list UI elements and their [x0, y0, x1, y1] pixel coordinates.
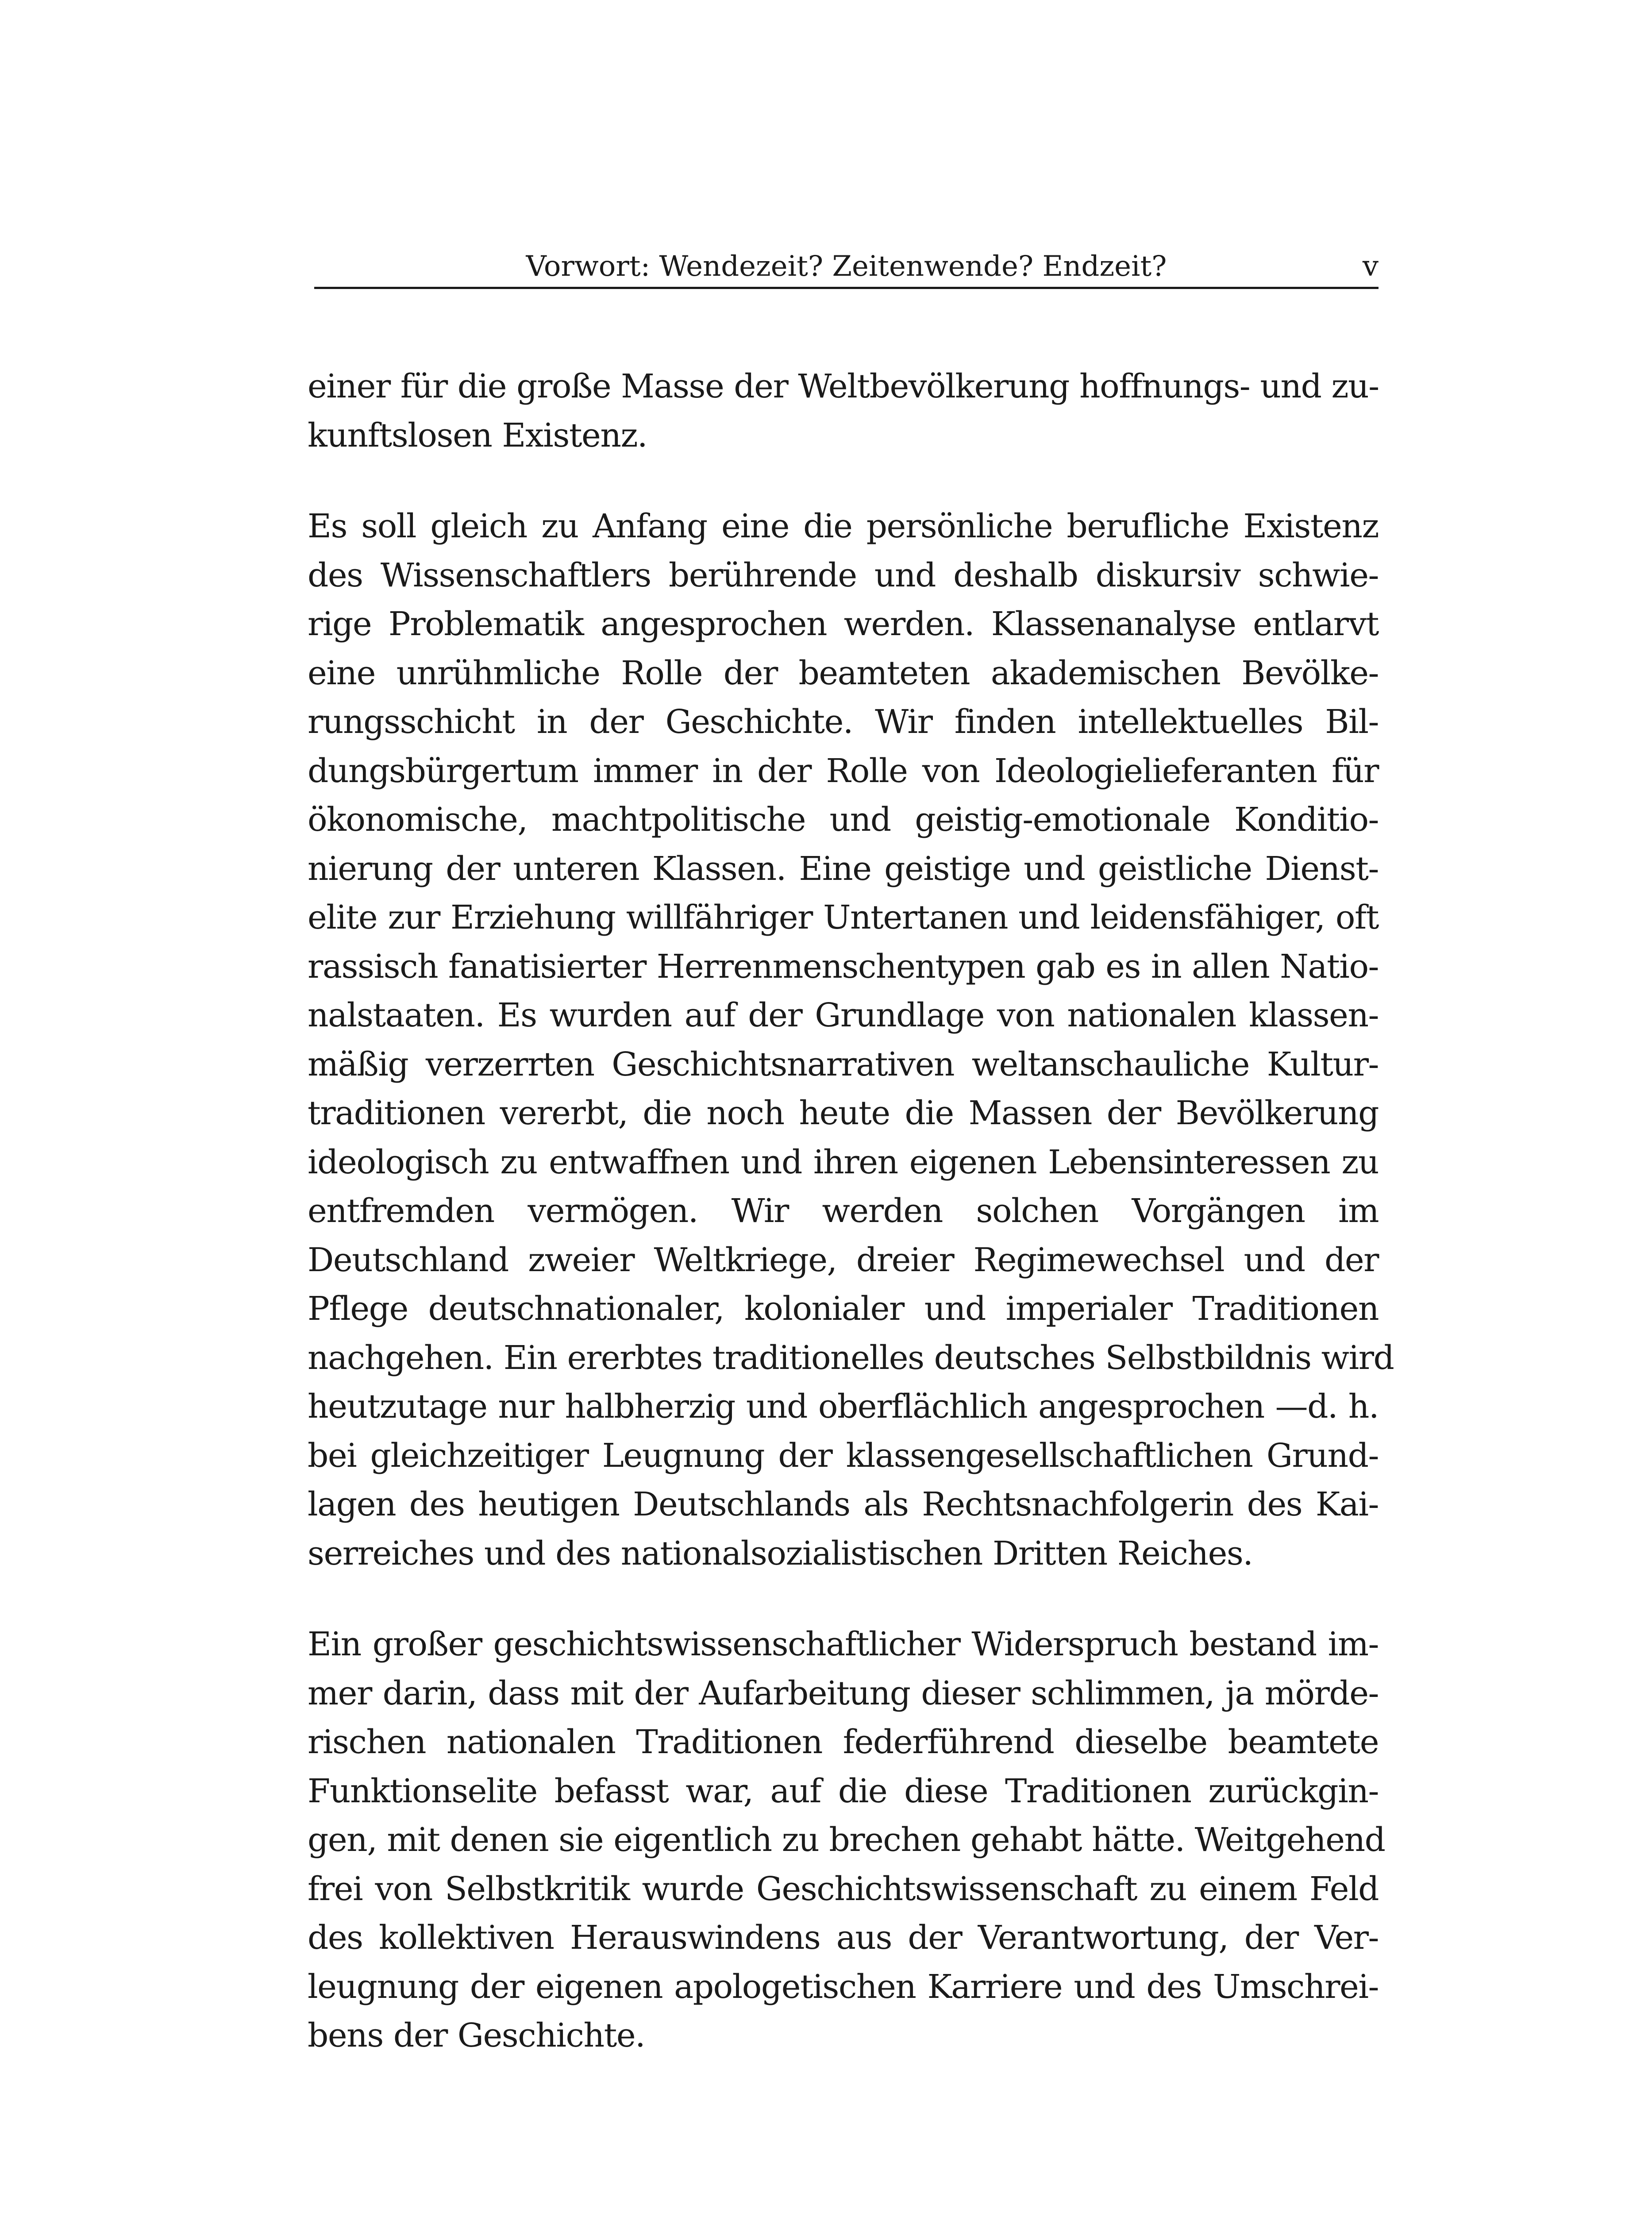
text-line: lagen des heutigen Deutschlands als Rechtsnachfolgerin des Kai- — [308, 1485, 1379, 1523]
text-line: mäßig verzerrten Geschichtsnarrativen weltanschauliche Kultur- — [308, 1045, 1379, 1083]
text-line: heutzutage nur halbherzig und oberflächlich angesprochen —d. h. — [308, 1388, 1379, 1426]
text-line: des kollektiven Herauswindens aus der Verantwortung, der Ver- — [308, 1919, 1379, 1957]
text-line: rige Problematik angesprochen werden. Klassenanalyse entlarvt — [308, 605, 1379, 643]
text-line: bens der Geschichte. — [308, 2016, 645, 2055]
text-line: nachgehen. Ein ererbtes traditionelles deutsches Selbstbildnis wird — [308, 1338, 1394, 1377]
text-line: gen, mit denen sie eigentlich zu brechen gehabt hätte. Weitgehend — [308, 1821, 1385, 1859]
text-line: mer darin, dass mit der Aufarbeitung dieser schlimmen, ja mörde- — [308, 1674, 1379, 1712]
text-line: eine unrühmliche Rolle der beamteten akademischen Bevölke- — [308, 654, 1379, 692]
text-line: einer für die große Masse der Weltbevölkerung hoffnungs- und zu- — [308, 367, 1379, 405]
paragraph-3 — [308, 1620, 1385, 2060]
text-line: frei von Selbstkritik wurde Geschichtswissenschaft zu einem Feld — [308, 1870, 1379, 1908]
text-line: ideologisch zu entwaffnen und ihren eigenen Lebensinteressen zu — [308, 1143, 1379, 1181]
text-line: kunftslosen Existenz. — [308, 416, 647, 455]
text-line: nierung der unteren Klassen. Eine geistige und geistliche Dienst- — [308, 849, 1379, 888]
text-line: rischen nationalen Traditionen federführend dieselbe beamtete — [308, 1723, 1379, 1761]
running-title: Vorwort: Wendezeit? Zeitenwende? Endzeit? — [526, 250, 1167, 283]
text-line: rassisch fanatisierter Herrenmenschentypen gab es in allen Natio- — [308, 947, 1379, 986]
paragraph-1 — [308, 362, 1379, 460]
page-number: v — [1362, 250, 1379, 283]
text-line: entfremden vermögen. Wir werden solchen Vorgängen im — [308, 1192, 1379, 1230]
text-line: bei gleichzeitiger Leugnung der klassengesellschaftlichen Grund- — [308, 1436, 1379, 1475]
text-line: Es soll gleich zu Anfang eine die persönliche berufliche Existenz — [308, 507, 1379, 545]
text-line: dungsbürgertum immer in der Rolle von Ideologielieferanten für — [308, 752, 1379, 790]
text-line: rungsschicht in der Geschichte. Wir finden intellektuelles Bil- — [308, 703, 1379, 741]
text-line: traditionen vererbt, die noch heute die Massen der Bevölkerung — [308, 1094, 1379, 1132]
text-line: ökonomische, machtpolitische und geistig-emotionale Konditio- — [308, 801, 1379, 839]
text-line: leugnung der eigenen apologetischen Karriere und des Umschrei- — [308, 1967, 1379, 2006]
text-line: Pflege deutschnationaler, kolonialer und imperialer Traditionen — [308, 1290, 1379, 1328]
text-line: nalstaaten. Es wurden auf der Grundlage von nationalen klassen- — [308, 996, 1379, 1034]
text-line: serreiches und des nationalsozialistischen Dritten Reiches. — [308, 1534, 1253, 1573]
body-text — [308, 362, 1394, 2102]
text-line: Deutschland zweier Weltkriege, dreier Regimewechsel und der — [308, 1241, 1379, 1279]
text-line: Ein großer geschichtswissenschaftlicher Widerspruch bestand im- — [308, 1625, 1379, 1663]
paragraph-2 — [308, 502, 1394, 1578]
text-line: elite zur Erziehung willfähriger Untertanen und leidensfähiger, oft — [308, 898, 1379, 937]
running-header — [314, 243, 1379, 289]
text-line: Funktionselite befasst war, auf die diese Traditionen zurückgin- — [308, 1772, 1379, 1810]
text-line: des Wissenschaftlers berührende und deshalb diskursiv schwie- — [308, 556, 1379, 594]
